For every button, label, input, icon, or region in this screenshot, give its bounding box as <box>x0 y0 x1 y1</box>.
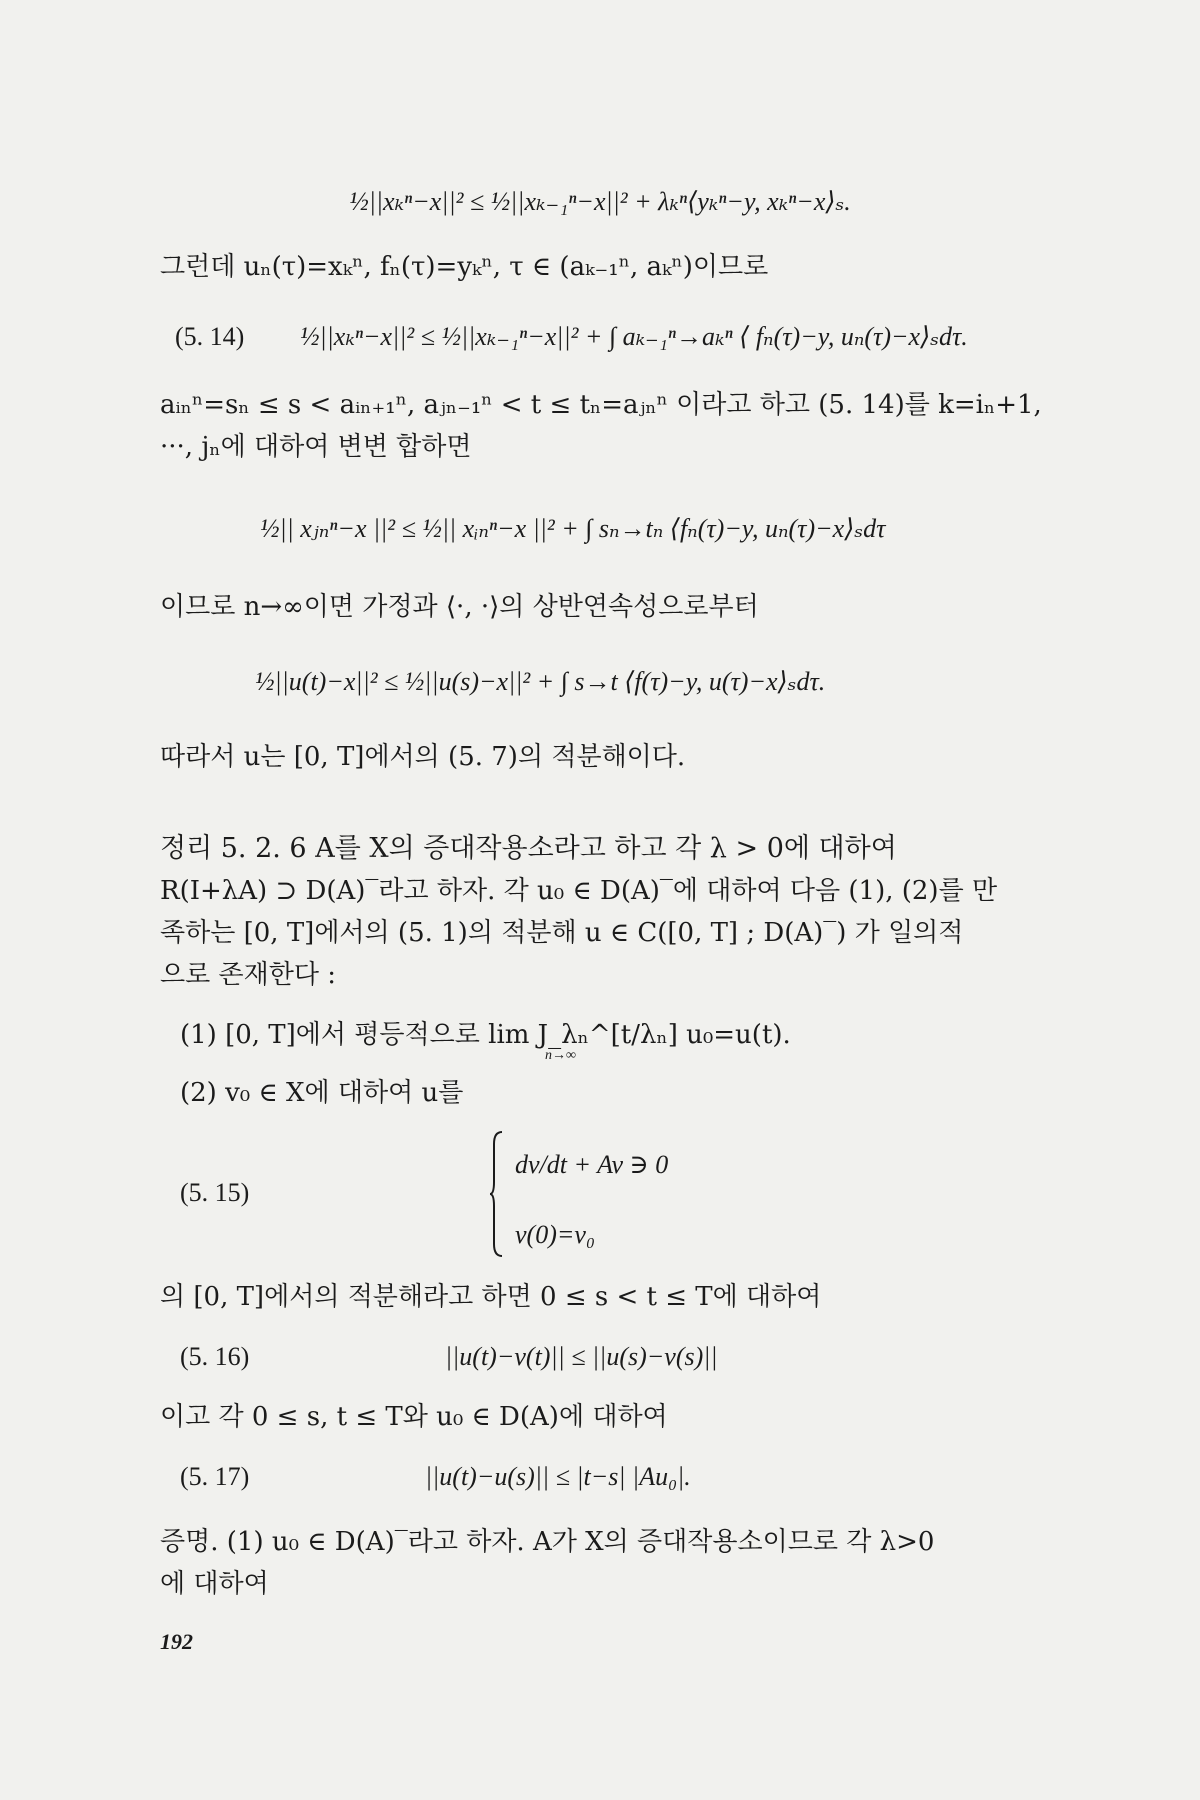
page-number: 192 <box>160 1629 193 1654</box>
equation-5-16: ||u(t)−v(t)|| ≤ ||u(s)−v(s)|| <box>445 1342 718 1371</box>
theorem-line-4: 으로 존재한다 : <box>160 960 336 990</box>
equation-number-5-15: (5. 15) <box>180 1178 250 1207</box>
proof-line-2: 에 대하여 <box>160 1569 269 1599</box>
equation-5-14: ½||xₖⁿ−x||² ≤ ½||xₖ₋₁ⁿ−x||² + ∫ aₖ₋₁ⁿ→aₖⁿ ⟨ fₙ(τ)−y, uₙ(τ)−x⟩ₛdτ. <box>300 322 968 351</box>
theorem-line-1: 정리 5. 2. 6 A를 X의 증대작용소라고 하고 각 λ > 0에 대하여 <box>160 833 897 864</box>
equation-number-5-17: (5. 17) <box>180 1462 250 1491</box>
equation-limit: ½||u(t)−x||² ≤ ½||u(s)−x||² + ∫ s→t ⟨f(τ)−y, u(τ)−x⟩ₛdτ. <box>255 667 826 696</box>
equation-5-15-line-b: v(0)=v₀ <box>515 1220 595 1249</box>
equation-5-17: ||u(t)−u(s)|| ≤ |t−s| |Au₀|. <box>425 1462 691 1491</box>
item-1: (1) [0, T]에서 평등적으로 lim J_λₙ^[t/λₙ] u₀=u(t). <box>180 1020 791 1050</box>
equation-sum: ½|| xⱼₙⁿ−x ||² ≤ ½|| xᵢₙⁿ−x ||² + ∫ sₙ→tₙ ⟨fₙ(τ)−y, uₙ(τ)−x⟩ₛdτ <box>260 514 886 543</box>
proof-line-1: 증명. (1) u₀ ∈ D(A)‾라고 하자. A가 X의 증대작용소이므로 각 λ>0 <box>160 1527 935 1557</box>
paragraph-then: 그런데 uₙ(τ)=xₖⁿ, fₙ(τ)=yₖⁿ, τ ∈ (aₖ₋₁ⁿ, aₖⁿ)이므로 <box>160 252 769 282</box>
item-1-limit-subscript: n→∞ <box>545 1048 576 1063</box>
theorem-line-2: R(I+λA) ⊃ D(A)‾라고 하자. 각 u₀ ∈ D(A)‾에 대하여 다음 (1), (2)를 만 <box>160 876 998 906</box>
equation-number-5-14: (5. 14) <box>175 322 245 351</box>
equation-number-5-16: (5. 16) <box>180 1342 250 1371</box>
item-2: (2) v₀ ∈ X에 대하여 u를 <box>180 1078 464 1108</box>
paragraph-conclusion: 따라서 u는 [0, T]에서의 (5. 7)의 적분해이다. <box>160 742 686 772</box>
left-brace-icon <box>490 1130 504 1258</box>
paragraph-sum-line-1: aᵢₙⁿ=sₙ ≤ s < aᵢₙ₊₁ⁿ, aⱼₙ₋₁ⁿ < t ≤ tₙ=aⱼₙⁿ 이라고 하고 (5. 14)를 k=iₙ+1, <box>160 390 1042 420</box>
theorem-line-3: 족하는 [0, T]에서의 (5. 1)의 적분해 u ∈ C([0, T] ; D(A)‾) 가 일의적 <box>160 918 964 948</box>
paragraph-then-2: 의 [0, T]에서의 적분해라고 하면 0 ≤ s < t ≤ T에 대하여 <box>160 1282 822 1312</box>
equation-5-15-line-a: dv/dt + Av ∋ 0 <box>515 1150 669 1179</box>
paragraph-and: 이고 각 0 ≤ s, t ≤ T와 u₀ ∈ D(A)에 대하여 <box>160 1402 668 1432</box>
equation-top: ½||xₖⁿ−x||² ≤ ½||xₖ₋₁ⁿ−x||² + λₖⁿ⟨yₖⁿ−y, xₖⁿ−x⟩ₛ. <box>349 187 851 216</box>
paragraph-limit: 이므로 n→∞이면 가정과 ⟨·, ·⟩의 상반연속성으로부터 <box>160 592 759 622</box>
paragraph-sum-line-2: ···, jₙ에 대하여 변변 합하면 <box>160 432 472 462</box>
